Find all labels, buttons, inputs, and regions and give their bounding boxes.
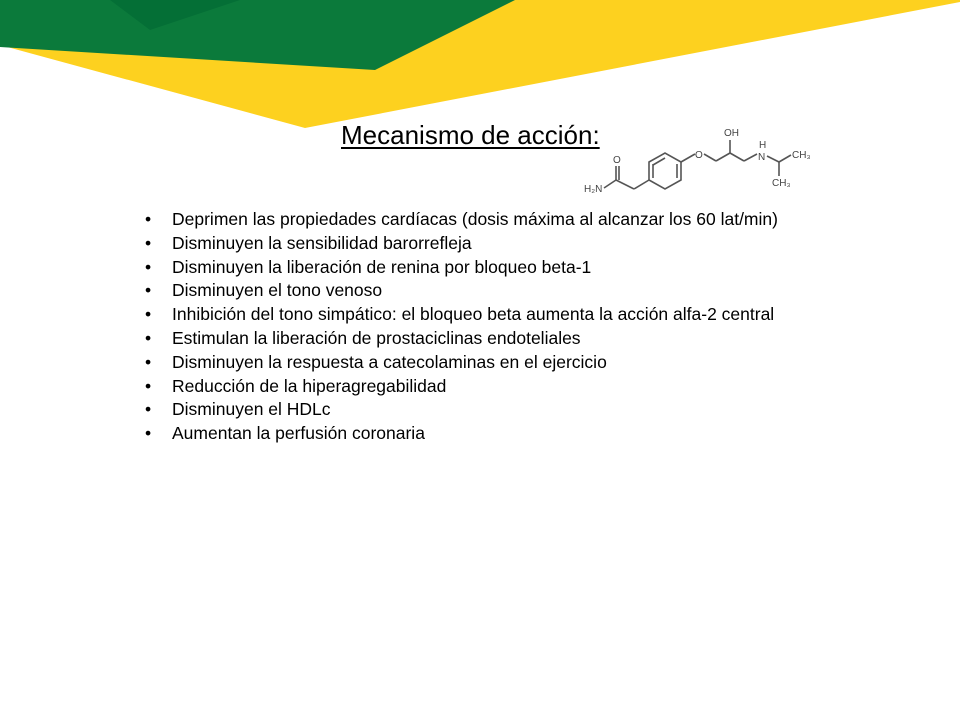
h2n-label: H₂N <box>584 184 603 195</box>
list-item: • Disminuyen la respuesta a catecolaminas en el ejercicio <box>145 351 805 375</box>
ch3-top-label: CH₃ <box>792 150 811 161</box>
list-item: • Estimulan la liberación de prostaciclinas endoteliales <box>145 327 805 351</box>
list-item: • Disminuyen la liberación de renina por bloqueo beta-1 <box>145 256 805 280</box>
list-item: • Reducción de la hiperagregabilidad <box>145 375 805 399</box>
amine-n-label: N <box>758 152 766 163</box>
oh-label: OH <box>724 128 739 139</box>
ether-o-label: O <box>695 150 703 161</box>
atenolol-structure <box>572 118 818 200</box>
ch3-bottom-label: CH₃ <box>772 178 791 189</box>
list-item: • Inhibición del tono simpático: el bloqueo beta aumenta la acción alfa-2 central <box>145 303 805 327</box>
nh-h-label: H <box>759 140 767 151</box>
list-item: • Disminuyen el tono venoso <box>145 279 805 303</box>
list-item: • Disminuyen la sensibilidad barorrefleja <box>145 232 805 256</box>
list-item: • Disminuyen el HDLc <box>145 398 805 422</box>
carbonyl-o-label: O <box>613 155 621 166</box>
slide-title: Mecanismo de acción: <box>341 120 600 150</box>
list-item: • Deprimen las propiedades cardíacas (dosis máxima al alcanzar los 60 lat/min) <box>145 208 805 232</box>
mechanism-list <box>145 208 805 446</box>
list-item: • Aumentan la perfusión coronaria <box>145 422 805 446</box>
